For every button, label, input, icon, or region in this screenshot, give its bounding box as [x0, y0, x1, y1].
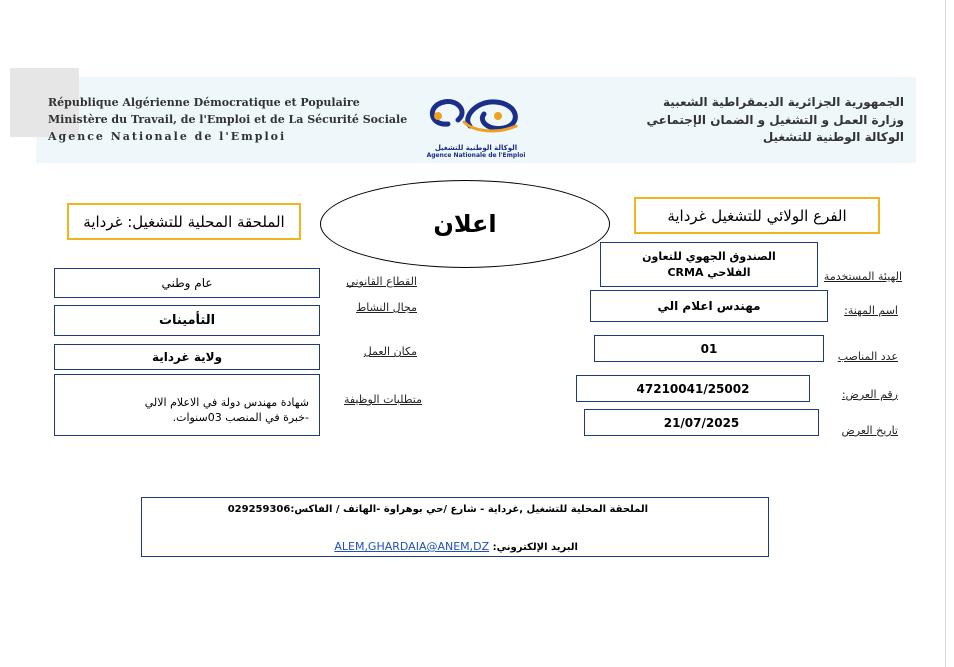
contact-box [141, 497, 769, 557]
left-office-label: الملحقة المحلية للتشغيل: غرداية [83, 212, 285, 231]
positions-label: عدد المناصب [837, 350, 898, 363]
logo-caption-ar: الوكالة الوطنية للتشغيل [434, 144, 518, 152]
requirements-box [54, 374, 320, 436]
workplace-box [54, 344, 320, 370]
offer-date-value: 21/07/2025 [663, 415, 740, 430]
legal-sector-box [54, 268, 320, 298]
requirement-line: -خبرة في المنصب 03سنوات. [172, 411, 309, 424]
logo-mark-icon [418, 92, 534, 140]
offer-date-box [584, 409, 819, 436]
requirements-label: متطلبات الوظيفة [343, 393, 422, 406]
contact-email-row [334, 540, 578, 553]
offer-number-value: 47210041/25002 [636, 381, 750, 396]
header-ar-line-3: الوكالة الوطنية للتشغيل [762, 130, 904, 144]
header-fr-line-3: Agence Nationale de l'Emploi [48, 130, 287, 143]
employer-box [600, 242, 818, 287]
job-title-box [590, 290, 828, 322]
legal-sector-value: عام وطني [161, 276, 213, 290]
activity-field-box [54, 305, 320, 336]
email-link[interactable]: ALEM,GHARDAIA@ANEM,DZ [334, 540, 490, 553]
offer-number-box [576, 375, 810, 402]
right-office-box [634, 197, 880, 234]
page-edge [945, 0, 946, 667]
right-office-label: الفرع الولائي للتشغيل غرداية [667, 206, 847, 225]
offer-date-label: تاريخ العرض [841, 424, 898, 437]
workplace-label: مكان العمل [363, 345, 417, 358]
activity-field-label: مجال النشاط [356, 301, 417, 314]
legal-sector-label: القطاع القانوني [346, 275, 417, 288]
left-office-box [67, 203, 301, 240]
logo-caption-fr: Agence Nationale de l'Emploi [426, 152, 526, 159]
contact-address: الملحقة المحلية للتشغيل ,غرداية - شارع /حي بوهراوة -الهاتف / الفاكس:029259306 [227, 504, 648, 515]
activity-field-value: التأمينات [158, 313, 216, 328]
header-ar-line-2: وزارة العمل و التشغيل و الضمان الإجتماعي [646, 113, 904, 127]
page-title: اعلان [433, 210, 497, 238]
header-fr-line-2: Ministère du Travail, de l'Emploi et de La Sécurité Sociale [48, 113, 408, 126]
header-ar-line-1: الجمهورية الجزائرية الديمقراطية الشعبية [662, 95, 904, 109]
requirement-line: شهادة مهندس دولة في الاعلام الالي [144, 396, 309, 409]
positions-value: 01 [700, 341, 718, 356]
title-ellipse [320, 180, 610, 268]
job-title-value: مهندس اعلام الي [657, 299, 761, 313]
offer-number-label: رقم العرض: [841, 388, 898, 401]
employer-label: الهيئة المستخدمة [823, 270, 902, 283]
workplace-value: ولاية غرداية [151, 350, 223, 364]
job-title-label: اسم المهنة: [844, 304, 898, 317]
positions-box [594, 335, 824, 362]
email-label: البريد الإلكتروني: [492, 542, 578, 553]
employer-value: الصندوق الجهوي للتعاون الفلاحي CRMA [642, 249, 776, 279]
header-fr-line-1: République Algérienne Démocratique et Populaire [48, 96, 360, 109]
agency-logo [418, 92, 534, 160]
